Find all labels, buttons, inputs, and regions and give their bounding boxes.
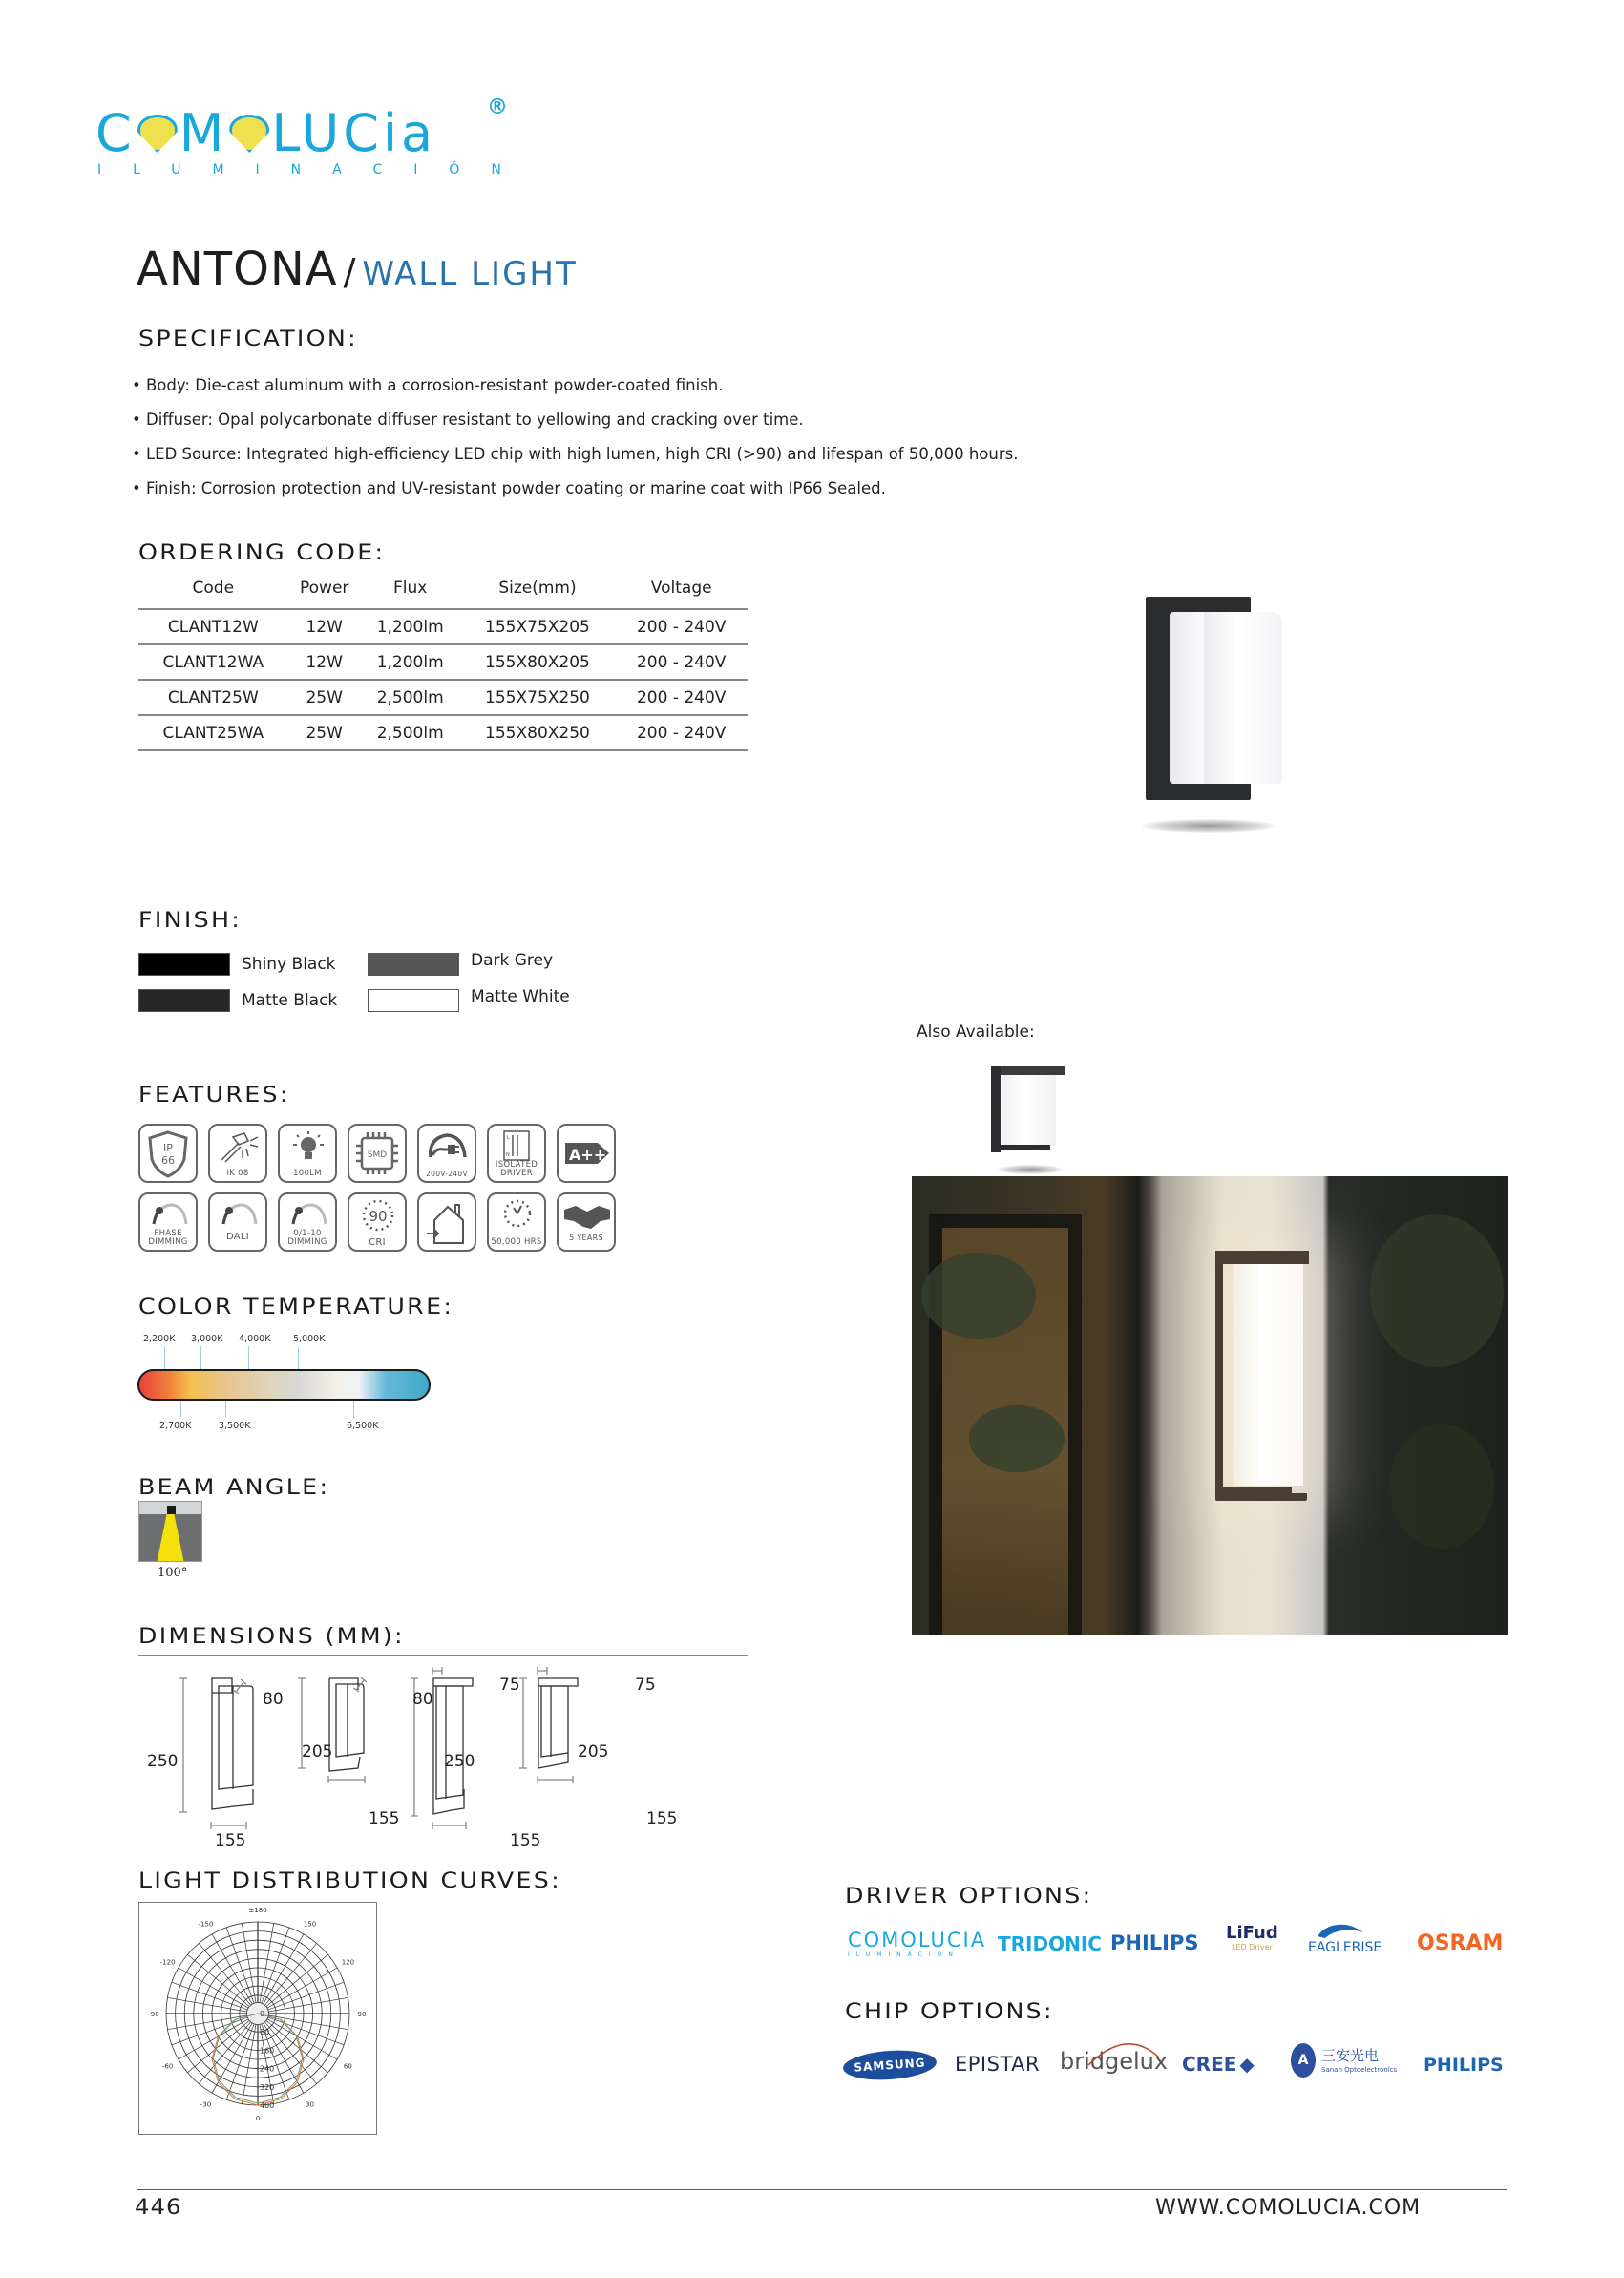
feature-lifespan [487,1192,546,1252]
power-plug-icon [425,1130,469,1163]
cell-power: 12W [288,644,361,680]
ct-label: 6,500K [347,1421,379,1431]
dim-width-label: 155 [215,1831,246,1850]
chip-logo-bridgelux [1060,2048,1168,2075]
feature-label: 0/1-10 DIMMING [287,1229,327,1247]
dim-height-label: 250 [444,1752,475,1771]
chip-brand-name: bridgelux [1060,2048,1169,2075]
hammer-impact-icon [218,1131,260,1164]
polar-angle-label: 90 [357,2011,367,2018]
polar-grid-spoke [262,1928,289,2003]
polar-angle-label: ±180 [248,1907,267,1914]
cell-voltage: 200 - 240V [615,609,748,644]
feature-label: 50,000 HRS [491,1237,542,1247]
dim-depth-label: 75 [635,1676,656,1695]
feature-label: 100LM [293,1169,322,1178]
ct-tick [164,1346,165,1370]
polar-grid-spoke [242,1923,256,2002]
polar-chart [139,1903,376,2134]
polar-radial-label: 240 [260,2064,275,2074]
polar-radial-label: 160 [260,2046,275,2056]
feature-ip66 [138,1124,198,1183]
cell-code: CLANT12WA [138,644,288,680]
led-source-icon [167,1506,176,1514]
polar-grid-spoke [172,1982,247,2010]
feature-indoor [417,1192,476,1252]
page-title [137,243,578,296]
beam-angle-diagram [138,1501,202,1562]
indoor-house-icon [425,1199,469,1247]
cree-diamond-icon: ◆ [1239,2053,1255,2076]
table-row [138,680,748,715]
cell-power: 12W [288,609,361,644]
width-dim-4 [538,1776,573,1783]
svg-text:L: L [507,1135,510,1141]
smd-chip-icon [355,1131,399,1175]
depth-dim-4 [538,1667,547,1675]
bridgelux-arc-icon [1060,2033,1165,2067]
driver-logo-eaglerise [1308,1921,1381,1955]
polar-angle-label: 0 [255,2115,261,2122]
polar-chart-frame [138,1902,377,2135]
ct-label: 3,000K [191,1334,223,1344]
height-dim-4 [519,1678,527,1768]
isolated-driver-icon [502,1129,531,1162]
features-heading: FEATURES: [138,1084,290,1107]
color-temperature-bar [137,1369,431,1401]
polar-grid-spoke [268,2017,344,2045]
lamp-diffuser-1 [219,1686,253,1789]
dim-width-label: 155 [369,1809,400,1828]
ordering-heading: ORDERING CODE: [138,541,386,565]
chip-brand-sub: Sanan Optoelectronics [1321,2066,1398,2074]
dim-height-label: 205 [578,1742,609,1761]
polar-grid-spoke [226,1928,254,2003]
driver-brand-sub: ILUMINACIÓN [848,1951,960,1958]
product-top-cap [991,1066,1065,1075]
product-image [1146,597,1270,802]
product-diffuser [1002,1075,1056,1146]
photo-lamp-bottom [1215,1487,1292,1499]
finish-label: Dark Grey [471,951,554,970]
cell-size: 155X75X250 [460,680,616,715]
polar-grid-spoke [172,2017,247,2045]
website-link[interactable]: WWW.COMOLUCIA.COM [1155,2196,1422,2220]
specification-list [132,369,1018,506]
chip-brand-name: 三安光电 [1321,2047,1380,2064]
feature-dali [208,1192,267,1252]
svg-text:N: N [506,1152,510,1158]
polar-radial-label: 80 [260,2028,270,2037]
cell-flux: 2,500lm [361,715,460,750]
chip-logo-cree [1182,2053,1255,2076]
ct-label: 2,700K [159,1421,192,1431]
feature-smd [348,1124,407,1183]
product-name: ANTONA [137,243,338,296]
dimensions-heading: DIMENSIONS (MM): [138,1625,405,1649]
product-shadow [1142,819,1276,833]
polar-radial-label: 400 [260,2101,275,2110]
polar-angle-label: -90 [148,2011,159,2018]
finish-swatch-dark-grey [368,953,459,976]
feature-ik08 [208,1124,267,1183]
title-separator: / [343,251,357,293]
feature-label: 5 YEARS [569,1234,603,1242]
polar-grid-spoke [260,1923,274,2002]
width-dim-2 [328,1776,365,1783]
eagle-wing-icon [1308,1921,1365,1938]
photo-foliage [969,1405,1065,1472]
specification-heading: SPECIFICATION: [138,327,358,351]
ct-label: 4,000K [239,1334,271,1344]
cell-flux: 1,200lm [361,644,460,680]
lamp-diffuser-3 [436,1686,463,1799]
also-available-image [991,1066,1065,1152]
ct-label: 3,500K [219,1421,251,1431]
finish-heading: FINISH: [138,909,243,933]
product-diffuser [1170,612,1282,784]
driver-options-heading: DRIVER OPTIONS: [845,1885,1093,1909]
feature-isolated-driver [487,1124,546,1183]
polar-grid-spoke [268,1982,344,2010]
svg-text:IP: IP [163,1142,173,1154]
photo-foliage [921,1253,1036,1339]
logo-letter: M [179,103,228,163]
brand-logo [95,103,436,163]
polar-grid-spoke [268,2015,348,2030]
driver-logo-lifud [1226,1923,1278,1951]
polar-grid-spoke [226,2024,254,2099]
polar-angle-label: -120 [159,1958,176,1967]
cell-size: 155X75X205 [460,609,616,644]
spec-item: • Finish: Corrosion protection and UV-resistant powder coating or marine coat with IP66 Sealed. [132,472,1018,506]
chip-brand-name: CREE [1182,2053,1237,2076]
lamp-outline-2 [329,1678,360,1771]
ct-tick [298,1346,299,1370]
cell-power: 25W [288,680,361,715]
polar-grid-spoke [242,2024,256,2103]
lamp-outline-3 [433,1678,473,1814]
brand-tagline: ILUMINACIÓN [97,162,533,178]
feature-warranty [557,1192,616,1252]
phase-dimming-icon [148,1199,190,1228]
feature-energy-class [557,1124,616,1183]
feature-voltage [417,1124,476,1183]
light-bulb-icon [289,1129,327,1164]
column-header: Flux [361,573,460,609]
feature-phase-dimming [138,1192,198,1252]
polar-grid-spoke [167,2015,246,2030]
finish-label: Shiny Black [242,955,336,974]
feature-lumen [278,1124,337,1183]
table-row [138,609,748,644]
cell-code: CLANT25WA [138,715,288,750]
lamp-diffuser-4 [541,1686,568,1757]
chip-logo-philips: PHILIPS [1424,2055,1504,2076]
shield-ip66-icon [146,1130,190,1178]
cell-voltage: 200 - 240V [615,715,748,750]
page-number: 446 [135,2196,182,2220]
cell-flux: 1,200lm [361,609,460,644]
light-distribution-heading: LIGHT DISTRIBUTION CURVES: [138,1869,561,1893]
polar-angle-label: -150 [198,1920,214,1929]
logo-leaf-icon [137,115,178,153]
ct-tick [225,1401,226,1417]
ct-tick [248,1346,249,1370]
dim-depth-label: 80 [412,1690,433,1709]
cri-icon [359,1198,397,1233]
photo-foliage [1370,1214,1504,1367]
polar-radial-label: 320 [260,2082,275,2092]
polar-angle-label: 120 [341,1958,355,1967]
feature-label: IK 08 [226,1169,249,1178]
chip-options-heading: CHIP OPTIONS: [845,2000,1054,2024]
dim-width-label: 155 [646,1809,678,1828]
cell-flux: 2,500lm [361,680,460,715]
product-shadow [998,1165,1063,1174]
driver-brand-sub: LED Driver [1231,1943,1273,1951]
footer-divider [137,2189,1507,2190]
product-category: WALL LIGHT [362,255,578,293]
spec-item: • LED Source: Integrated high-efficiency LED chip with high lumen, high CRI (>90) and lifespan of 50,000 hours. [132,437,1018,472]
depth-dim-3 [432,1667,442,1675]
dali-dimming-icon [218,1199,260,1228]
ct-label: 2,200K [143,1334,176,1344]
beam-cone [139,1514,201,1562]
height-dim-1 [179,1678,187,1812]
feature-cri [348,1192,407,1252]
spec-item: • Diffuser: Opal polycarbonate diffuser resistant to yellowing and cracking over time. [132,403,1018,437]
features-grid [138,1124,616,1252]
width-dim-1 [211,1822,246,1829]
driver-brand-name: COMOLUCIA [848,1929,987,1951]
svg-text:90: 90 [369,1208,388,1225]
column-header: Voltage [615,573,748,609]
polar-angle-label: -30 [200,2100,212,2109]
ordering-table [138,573,748,751]
also-available-label: Also Available: [917,1023,1035,1042]
driver-logo-comolucia [848,1929,986,1958]
chip-logo-samsung: SAMSUNG [842,2048,938,2083]
polar-angle-label: 60 [343,2062,352,2071]
clock-lifespan-icon [500,1198,535,1229]
spec-item: • Body: Die-cast aluminum with a corrosion-resistant powder-coated finish. [132,369,1018,403]
finish-label: Matte White [471,987,570,1006]
polar-grid-spoke [268,1997,348,2012]
lifestyle-photo [912,1176,1508,1635]
cell-code: CLANT25W [138,680,288,715]
feature-label: 200V-240V [426,1170,468,1178]
product-backplate [991,1066,1001,1152]
chip-logo-epistar: EPISTAR [955,2053,1041,2076]
lamp-diffuser-2 [336,1684,364,1757]
polar-grid-spoke [167,1997,246,2012]
photo-lamp-frame [1215,1251,1307,1501]
beam-angle-heading: BEAM ANGLE: [138,1476,330,1500]
table-header-row [138,573,748,609]
svg-text:A++: A++ [569,1146,607,1164]
driver-brand-name: EAGLERISE [1308,1940,1382,1955]
color-temperature-heading: COLOR TEMPERATURE: [138,1296,454,1319]
finish-label: Matte Black [242,991,338,1010]
logo-leaf-icon [229,115,269,153]
column-header: Size(mm) [460,573,616,609]
handshake-warranty-icon [562,1202,612,1231]
beam-angle-value: 100° [158,1566,188,1580]
analog-dimming-icon [287,1199,329,1228]
driver-logo-osram: OSRAM [1417,1931,1504,1955]
dim-height-label: 205 [302,1742,333,1761]
dim-depth-label: 75 [499,1676,520,1695]
dimensions-divider [138,1655,748,1656]
polar-angle-label: 30 [306,2100,314,2109]
feature-label: PHASE DIMMING [148,1229,188,1247]
cell-code: CLANT12W [138,609,288,644]
svg-text:66: 66 [161,1154,175,1167]
feature-label: DALI [225,1232,250,1242]
dim-height-label: 250 [147,1752,179,1771]
finish-swatch-matte-black [138,989,230,1012]
ct-tick [353,1401,354,1419]
table-row [138,644,748,680]
column-header: Code [138,573,288,609]
polar-angle-label: 150 [303,1920,317,1929]
feature-label: CRI [369,1237,386,1248]
driver-logo-tridonic: TRIDONIC [998,1932,1102,1955]
registered-mark: ® [487,95,508,119]
cell-voltage: 200 - 240V [615,644,748,680]
logo-letter: C [95,103,136,163]
svg-text:SMD: SMD [367,1150,388,1160]
finish-swatch-matte-white [368,989,459,1012]
cell-voltage: 200 - 240V [615,680,748,715]
dim-depth-label: 80 [263,1690,284,1709]
feature-label: ISOLATED DRIVER [495,1160,538,1178]
logo-letter: LUCia [271,103,437,163]
ct-label: 5,000K [293,1334,326,1344]
energy-class-icon [563,1141,611,1166]
dim-width-label: 155 [510,1831,541,1850]
table-row [138,715,748,750]
product-bottom [991,1145,1050,1150]
finish-swatch-shiny-black [138,953,230,976]
photo-foliage [1389,1424,1494,1549]
cell-power: 25W [288,715,361,750]
column-header: Power [288,573,361,609]
cell-size: 155X80X250 [460,715,616,750]
polar-angle-label: -60 [161,2062,174,2071]
ct-tick [180,1401,181,1417]
width-dim-3 [432,1822,466,1829]
cell-size: 155X80X205 [460,644,616,680]
driver-brand-name: LiFud [1226,1923,1278,1943]
polar-radial-label: 0 [260,2010,265,2018]
sanan-a-icon: A [1291,2043,1316,2078]
ct-tick [200,1346,201,1370]
driver-logo-philips: PHILIPS [1110,1931,1199,1954]
photo-lamp-top [1215,1251,1309,1264]
feature-analog-dimming [278,1192,337,1252]
